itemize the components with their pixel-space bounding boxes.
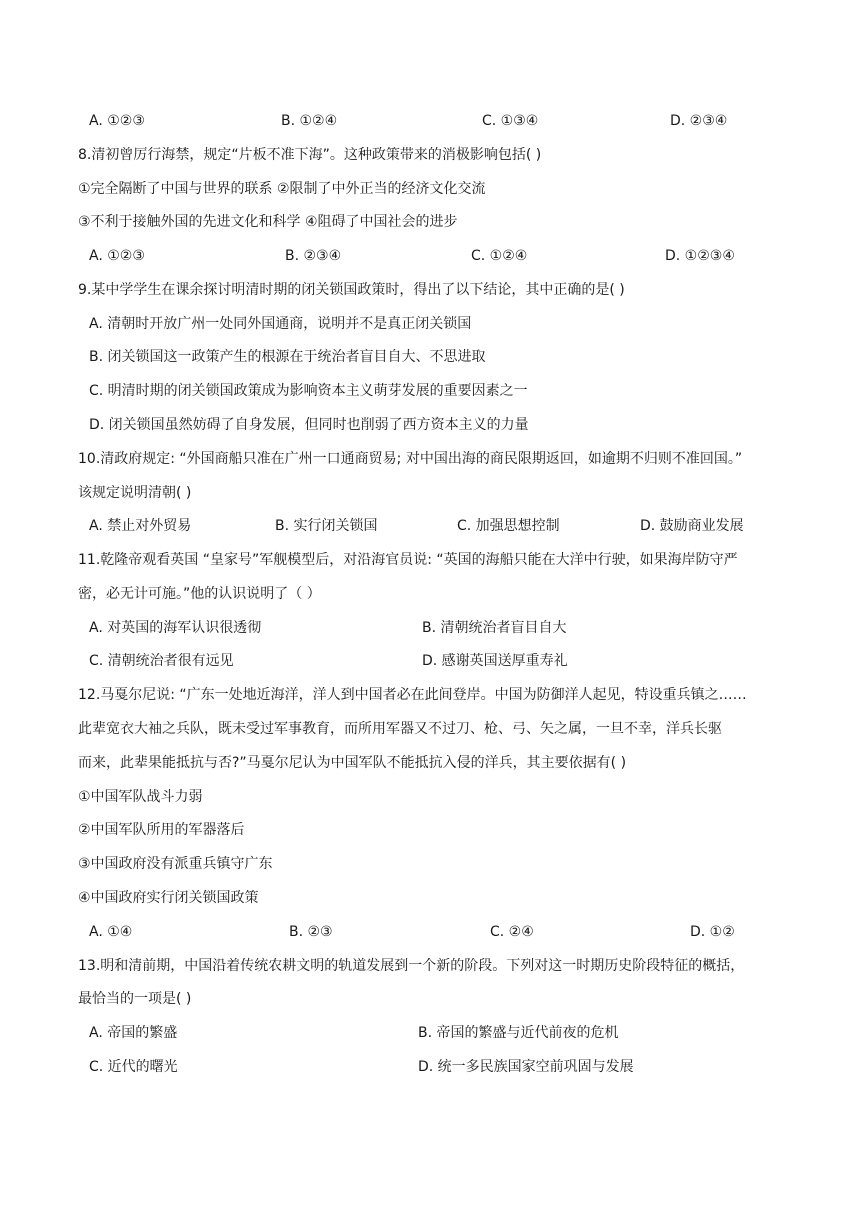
q11-option-a: A. 对英国的海军认识很透彻 — [89, 620, 262, 636]
q13-option-b: B. 帝国的繁盛与近代前夜的危机 — [418, 1025, 619, 1041]
q7-option-c: C. ①③④ — [482, 113, 539, 129]
q12-item-1: ①中国军队战斗力弱 — [78, 789, 203, 805]
q9-option-d: D. 闭关锁国虽然妨碍了自身发展，但同时也削弱了西方资本主义的力量 — [89, 417, 529, 433]
q7-option-a: A. ①②③ — [89, 113, 145, 129]
q8-item-line-2: ③不利于接触外国的先进文化和科学 ④阻碍了中国社会的进步 — [78, 214, 458, 230]
q12-option-b: B. ②③ — [289, 924, 333, 940]
q10-stem-line-2: 该规定说明清朝( ) — [78, 485, 192, 501]
q9-stem: 9.某中学学生在课余探讨明清时期的闭关锁国政策时，得出了以下结论，其中正确的是( ) — [78, 282, 625, 298]
q13-stem-line-1: 13.明和清前期，中国沿着传统农耕文明的轨道发展到一个新的阶段。下列对这一时期历史阶段特征的概括， — [78, 958, 745, 974]
q13-option-a: A. 帝国的繁盛 — [89, 1025, 178, 1041]
q13-option-c: C. 近代的曙光 — [89, 1059, 178, 1075]
q13-stem-line-2: 最恰当的一项是( ) — [78, 991, 192, 1007]
q8-item-line-1: ①完全隔断了中国与世界的联系 ②限制了中外正当的经济文化交流 — [78, 181, 486, 197]
q12-option-d: D. ①② — [690, 924, 735, 940]
q7-option-b: B. ①②④ — [281, 113, 338, 129]
q11-option-b: B. 清朝统治者盲目自大 — [422, 620, 567, 636]
q8-option-c: C. ①②④ — [471, 248, 528, 264]
q10-stem-line-1: 10.清政府规定: “外国商船只准在广州一口通商贸易; 对中国出海的商民限期返回，如逾期不归则不准回国。” — [78, 451, 743, 467]
q12-item-3: ③中国政府没有派重兵镇守广东 — [78, 856, 273, 872]
q11-option-c: C. 清朝统治者很有远见 — [89, 653, 234, 669]
q11-stem-line-2: 密，必无计可施。”他的认识说明了（ ） — [78, 586, 321, 602]
q10-option-b: B. 实行闭关锁国 — [275, 518, 378, 534]
q9-option-b: B. 闭关锁国这一政策产生的根源在于统治者盲目自大、不思进取 — [89, 349, 486, 365]
q12-stem-line-2: 此辈宽衣大袖之兵队，既未受过军事教育，而所用军器又不过刀、枪、弓、矢之属，一旦不幸，洋兵长驱 — [78, 721, 722, 737]
q10-option-d: D. 鼓励商业发展 — [640, 518, 744, 534]
q10-option-c: C. 加强思想控制 — [457, 518, 560, 534]
q12-stem-line-3: 而来，此辈果能抵抗与否?”马戛尔尼认为中国军队不能抵抗入侵的洋兵，其主要依据有( ) — [78, 755, 627, 771]
q8-stem: 8.清初曾厉行海禁，规定“片板不准下海”。这种政策带来的消极影响包括( ) — [78, 147, 542, 163]
q10-option-a: A. 禁止对外贸易 — [89, 518, 192, 534]
q8-option-b: B. ②③④ — [285, 248, 342, 264]
q9-option-c: C. 明清时期的闭关锁国政策成为影响资本主义萌芽发展的重要因素之一 — [89, 383, 528, 399]
q12-option-c: C. ②④ — [490, 924, 534, 940]
q9-option-a: A. 清朝时开放广州一处同外国通商，说明并不是真正闭关锁国 — [89, 316, 472, 332]
q11-option-d: D. 感谢英国送厚重寿礼 — [422, 653, 568, 669]
q12-item-4: ④中国政府实行闭关锁国政策 — [78, 890, 259, 906]
q12-stem-line-1: 12.马戛尔尼说: “广东一处地近海洋，洋人到中国者必在此间登岸。中国为防御洋人起见，特设重兵镇之…… — [78, 687, 747, 703]
q12-item-2: ②中国军队所用的军器落后 — [78, 822, 245, 838]
q11-stem-line-1: 11.乾隆帝观看英国 “皇家号”军舰模型后，对沿海官员说: “英国的海船只能在大洋中行驶，如果海岸防守严 — [78, 552, 738, 568]
q7-option-d: D. ②③④ — [670, 113, 728, 129]
q13-option-d: D. 统一多民族国家空前巩固与发展 — [418, 1059, 634, 1075]
q12-option-a: A. ①④ — [89, 924, 133, 940]
q8-option-a: A. ①②③ — [89, 248, 145, 264]
q8-option-d: D. ①②③④ — [665, 248, 735, 264]
